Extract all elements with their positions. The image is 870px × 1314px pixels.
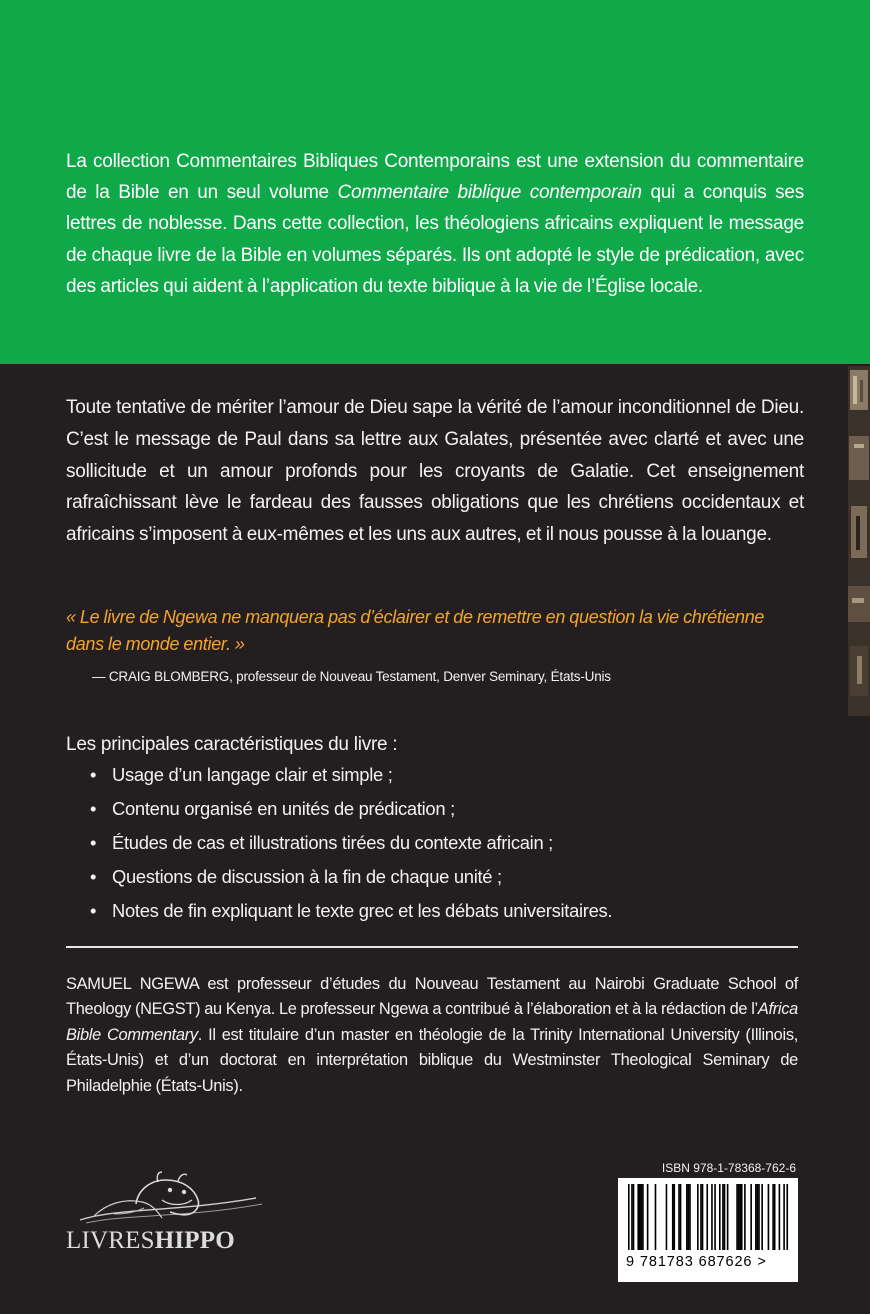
barcode-bar [757, 1184, 759, 1250]
bio-text-end: . Il est titulaire d’un master en théologie de la Trinity International University (Illinois, États-Unis) et d’un doctorat en interprétation biblique du Westminster Theological Seminary de Philadelphie (États-Unis). [66, 1025, 798, 1095]
barcode-bar [672, 1184, 674, 1250]
barcode-bar [719, 1184, 721, 1250]
barcode-bar [755, 1184, 757, 1250]
barcode-bar [641, 1184, 643, 1250]
isbn-label: ISBN 978-1-78368-762-6 [661, 1161, 796, 1175]
barcode-bar [633, 1184, 635, 1250]
publisher-name-part1: LIVRES [66, 1227, 155, 1254]
barcode-bar [744, 1184, 746, 1250]
feature-text: Études de cas et illustrations tirées du contexte africain ; [112, 832, 553, 853]
bullet-icon: • [90, 900, 97, 921]
barcode-bar [700, 1184, 702, 1250]
barcode-bar [678, 1184, 680, 1250]
bullet-icon: • [90, 798, 97, 819]
intro-text-start: La collection Commentaires Bibliques Contemporains est une extension du commentaire de la Bible en un seul volume [66, 151, 804, 204]
intro-text-end: qui a conquis ses lettres de noblesse. Dans cette collection, les théologiens africains expliquent le message de chaque livre de la Bible en volumes séparés. Ils ont adopté le style de prédication, avec des articles qui aident à l’application du texte biblique à la vie de l’Église locale. [66, 182, 805, 297]
publisher-name-part2: HIPPO [154, 1227, 235, 1254]
barcode-bar [697, 1184, 699, 1250]
barcode-bar [631, 1184, 633, 1250]
bullet-icon: • [90, 866, 97, 887]
author-bio [66, 972, 798, 1099]
barcode-bar [655, 1184, 657, 1250]
barcode-bar [779, 1184, 781, 1250]
list-item [90, 860, 810, 894]
list-item [90, 894, 810, 928]
barcode-bar [783, 1184, 785, 1250]
barcode-bar [714, 1184, 716, 1250]
feature-text: Contenu organisé en unités de prédication ; [112, 798, 455, 819]
hippo-icon [66, 1168, 276, 1228]
feature-text: Notes de fin expliquant le texte grec et les débats universitaires. [112, 900, 613, 921]
barcode-bar [724, 1184, 726, 1250]
barcode-digits: 9 781783 687626 > [626, 1254, 767, 1270]
feature-text: Questions de discussion à la fin de chaque unité ; [112, 866, 502, 887]
barcode-bars-icon [618, 1178, 798, 1252]
barcode-bar [688, 1184, 690, 1250]
book-summary: Toute tentative de mériter l’amour de Dieu sape la vérité de l’amour inconditionnel de Dieu. C’est le message de Paul dans sa lettre aux Galates, présentée avec clarté et avec une sollicitude et un amour profonds pour les croyants de Galatie. Cet enseignement rafraîchissant lève le fardeau des fausses obligations que les chrétiens occidentaux et africains s’imposent à eux-mêmes et les uns aux autres, et il nous pousse à la louange. [66, 397, 804, 546]
features-heading: Les principales caractéristiques du livre : [66, 734, 398, 755]
publisher-logo [66, 1168, 276, 1264]
barcode-bar [761, 1184, 763, 1250]
barcode-bar [628, 1184, 630, 1250]
endorsement-author: — CRAIG BLOMBERG, professeur de Nouveau Testament, Denver Seminary, États-Unis [92, 669, 611, 684]
barcode-bar [741, 1184, 743, 1250]
barcode-bar [738, 1184, 740, 1250]
barcode-bar [680, 1184, 682, 1250]
feature-text: Usage d’un langage clair et simple ; [112, 764, 393, 785]
barcode-bar [768, 1184, 770, 1250]
barcode-bar [758, 1184, 760, 1250]
bio-text-start: SAMUEL NGEWA est professeur d’études du Nouveau Testament au Nairobi Graduate School of Theology (NEGST) au Kenya. Le professeur Ngewa a contribué à l’élaboration et à la rédaction de l’ [66, 975, 798, 1019]
barcode-bar [772, 1184, 774, 1250]
list-item [90, 758, 810, 792]
barcode-bar [639, 1184, 641, 1250]
section-divider [66, 946, 798, 948]
collection-intro [66, 146, 804, 302]
list-item [90, 826, 810, 860]
barcode-bar [786, 1184, 788, 1250]
barcode-bar [750, 1184, 752, 1250]
barcode-bar [722, 1184, 724, 1250]
barcode-bar [727, 1184, 729, 1250]
intro-italic-title: Commentaire biblique contemporain [337, 182, 642, 204]
barcode [618, 1178, 798, 1282]
wood-texture-strip [848, 366, 870, 716]
barcode-bar [647, 1184, 649, 1250]
barcode-bar [739, 1184, 741, 1250]
barcode-bar [706, 1184, 708, 1250]
bullet-icon: • [90, 764, 97, 785]
publisher-name [66, 1226, 235, 1256]
features-list [90, 758, 810, 928]
barcode-bar [637, 1184, 639, 1250]
endorsement-quote: « Le livre de Ngewa ne manquera pas d’éclairer et de remettre en question la vie chrétienne dans le monde entier. » [66, 607, 765, 654]
list-item [90, 792, 810, 826]
barcode-bar [673, 1184, 675, 1250]
barcode-bar [736, 1184, 738, 1250]
barcode-bar [642, 1184, 644, 1250]
barcode-bar [686, 1184, 688, 1250]
bio-italic-title: Africa Bible Commentary [66, 1000, 798, 1044]
bullet-icon: • [90, 832, 97, 853]
barcode-bar [689, 1184, 691, 1250]
barcode-bar [702, 1184, 704, 1250]
barcode-bar [774, 1184, 776, 1250]
barcode-bar [711, 1184, 713, 1250]
barcode-bar [666, 1184, 668, 1250]
